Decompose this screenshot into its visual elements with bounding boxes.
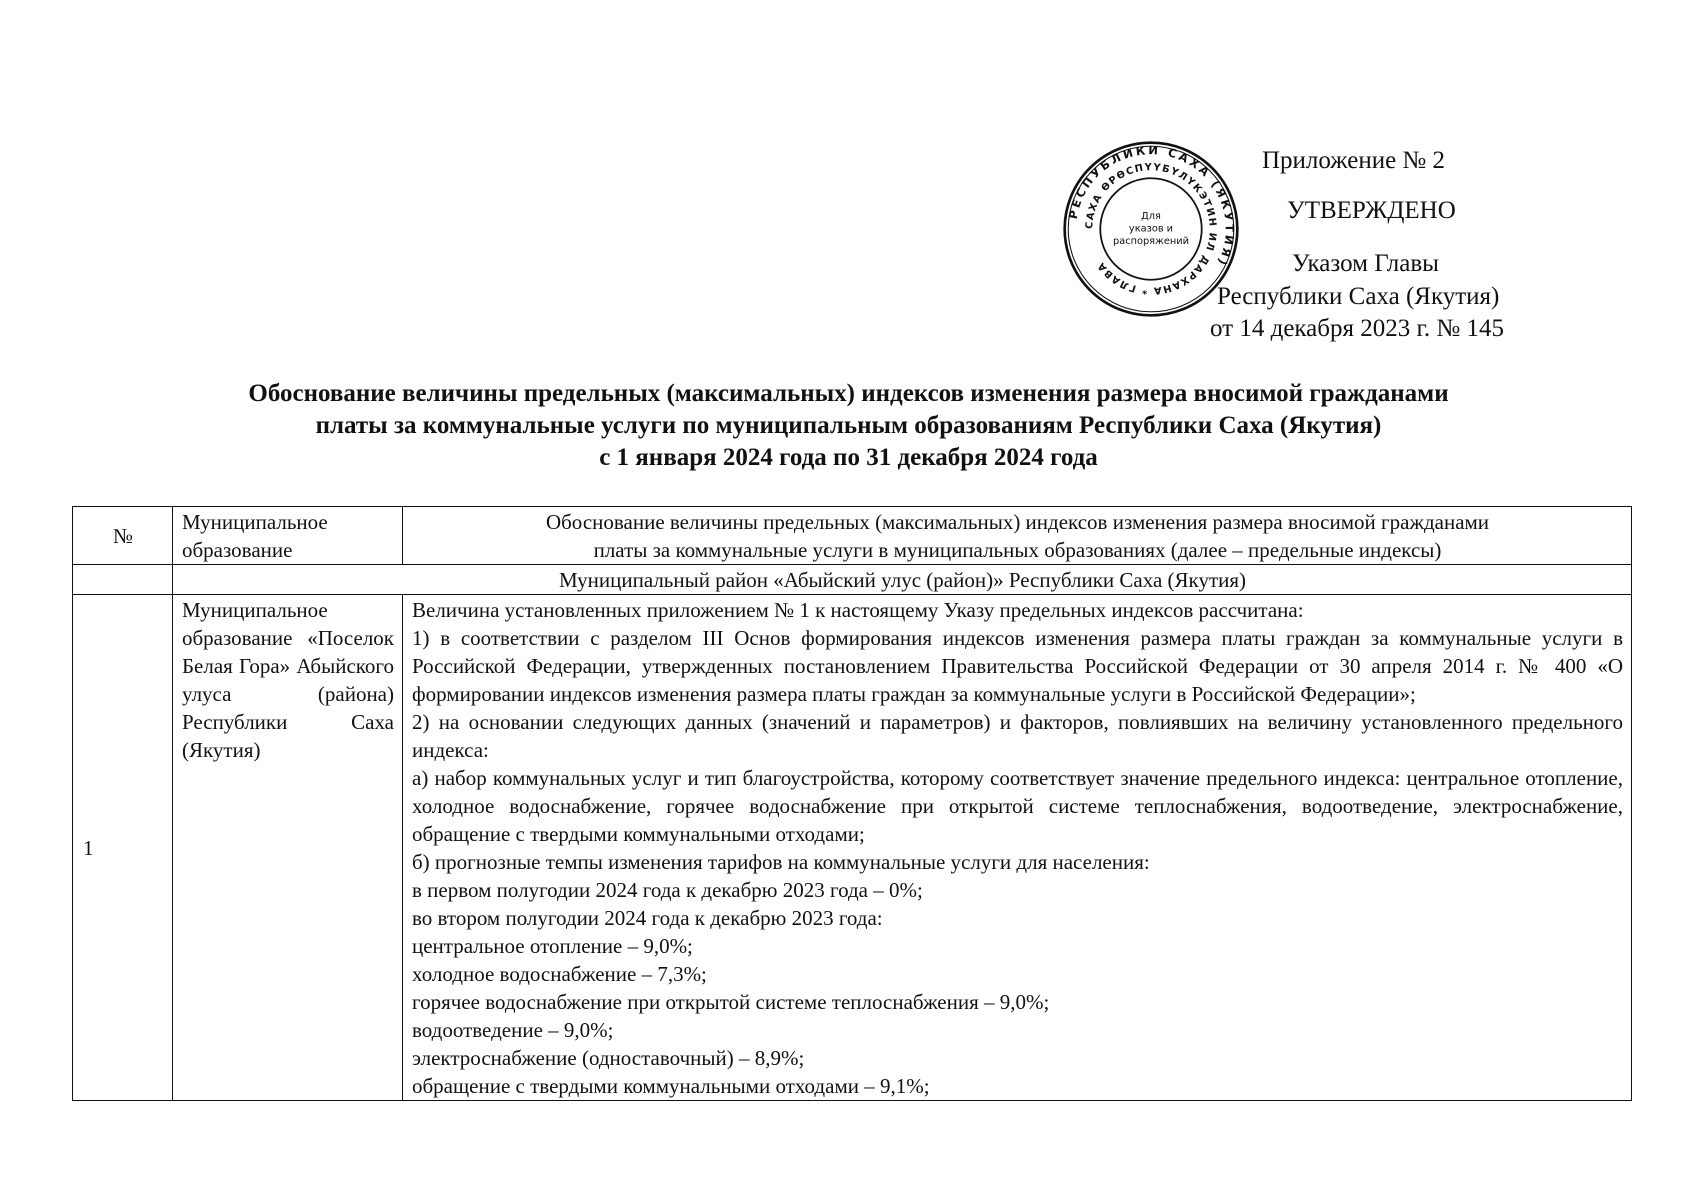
- row-municipality: Муниципальное образование «Поселок Белая Гора» Абыйского улуса (района) Республики Саха (Якутия): [173, 595, 403, 1101]
- seal-center-line3: распоряжений: [1113, 236, 1189, 248]
- justification-paragraph: электроснабжение (одноставочный) – 8,9%;: [412, 1046, 805, 1070]
- header-municipality: Муниципальное образование: [173, 507, 403, 565]
- justification-paragraph: холодное водоснабжение – 7,3%;: [412, 962, 707, 986]
- approved-by-decree: Указом Главы: [1292, 250, 1439, 277]
- row-justification: [403, 595, 1632, 1101]
- justification-paragraph: во втором полугодии 2024 года к декабрю 2023 года:: [412, 906, 883, 930]
- justification-paragraph: водоотведение – 9,0%;: [412, 1018, 614, 1042]
- justification-paragraph: в первом полугодии 2024 года к декабрю 2023 года – 0%;: [412, 878, 923, 902]
- title-line-1: Обоснование величины предельных (максимальных) индексов изменения размера вносимой гражданами: [248, 380, 1449, 407]
- table-row: [73, 595, 1632, 1101]
- seal-outer-text: РЕСПУБЛИКИ САХА (ЯКУТИЯ): [1065, 143, 1237, 270]
- justification-paragraph: центральное отопление – 9,0%;: [412, 934, 693, 958]
- header-justification-line2: платы за коммунальные услуги в муниципальных образованиях (далее – предельные индексы): [593, 538, 1442, 562]
- district-name: Муниципальный район «Абыйский улус (район)» Республики Саха (Якутия): [173, 565, 1632, 595]
- justification-paragraph: 2) на основании следующих данных (значений и параметров) и факторов, повлиявших на величину установленного предельного индекса:: [412, 710, 1623, 762]
- approved-by-republic: Республики Саха (Якутия): [1217, 283, 1500, 310]
- title-line-3: с 1 января 2024 года по 31 декабря 2024 года: [599, 444, 1098, 471]
- header-number: №: [73, 507, 173, 565]
- justification-paragraph: Величина установленных приложением № 1 к настоящему Указу предельных индексов рассчитана:: [412, 598, 1304, 622]
- header-justification-line1: Обоснование величины предельных (максимальных) индексов изменения размера вносимой гражданами: [545, 510, 1490, 534]
- decree-date-number: от 14 декабря 2023 г. № 145: [1210, 315, 1505, 342]
- approved-label: УТВЕРЖДЕНО: [1287, 197, 1456, 224]
- seal-center-line2: указов и: [1128, 223, 1174, 235]
- justification-paragraph: 1) в соответствии с разделом III Основ формирования индексов изменения размера платы граждан за коммунальные услуги в Российской Федерации, утвержденных постановлением Правительства Российской Федерации от 30 апреля 2014 г. № 400 «О формировании индексов изменения размера платы граждан за коммунальные услуги в Российской Федерации»;: [412, 626, 1623, 706]
- justification-table: [72, 506, 1632, 1101]
- row-number: 1: [73, 595, 173, 1101]
- document-title: [100, 378, 1597, 474]
- official-seal: [1062, 140, 1240, 318]
- district-row: [73, 565, 1632, 595]
- justification-paragraph: а) набор коммунальных услуг и тип благоустройства, которому соответствует значение предельного индекса: центральное отопление, холодное водоснабжение, горячее водоснабжение при открытой системе теплоснабжения, водоотведение, электроснабжение, обращение с твердыми коммунальными отходами;: [412, 766, 1623, 846]
- justification-paragraph: обращение с твердыми коммунальными отходами – 9,1%;: [412, 1074, 930, 1098]
- header-justification: [403, 507, 1632, 565]
- appendix-number: Приложение № 2: [1262, 147, 1446, 174]
- justification-paragraph: б) прогнозные темпы изменения тарифов на коммунальные услуги для населения:: [412, 850, 1150, 874]
- table-header-row: [73, 507, 1632, 565]
- justification-paragraph: горячее водоснабжение при открытой системе теплоснабжения – 9,0%;: [412, 990, 1050, 1014]
- seal-inner-text: САХА ӨРӨСПҮҮБҮЛҮКЭТИН ИЛ ДАРХАНА * ГЛАВА: [1084, 162, 1218, 296]
- district-empty-cell: [73, 565, 173, 595]
- seal-center-line1: Для: [1141, 211, 1161, 223]
- title-line-2: платы за коммунальные услуги по муниципальным образованиям Республики Саха (Якутия): [315, 412, 1382, 439]
